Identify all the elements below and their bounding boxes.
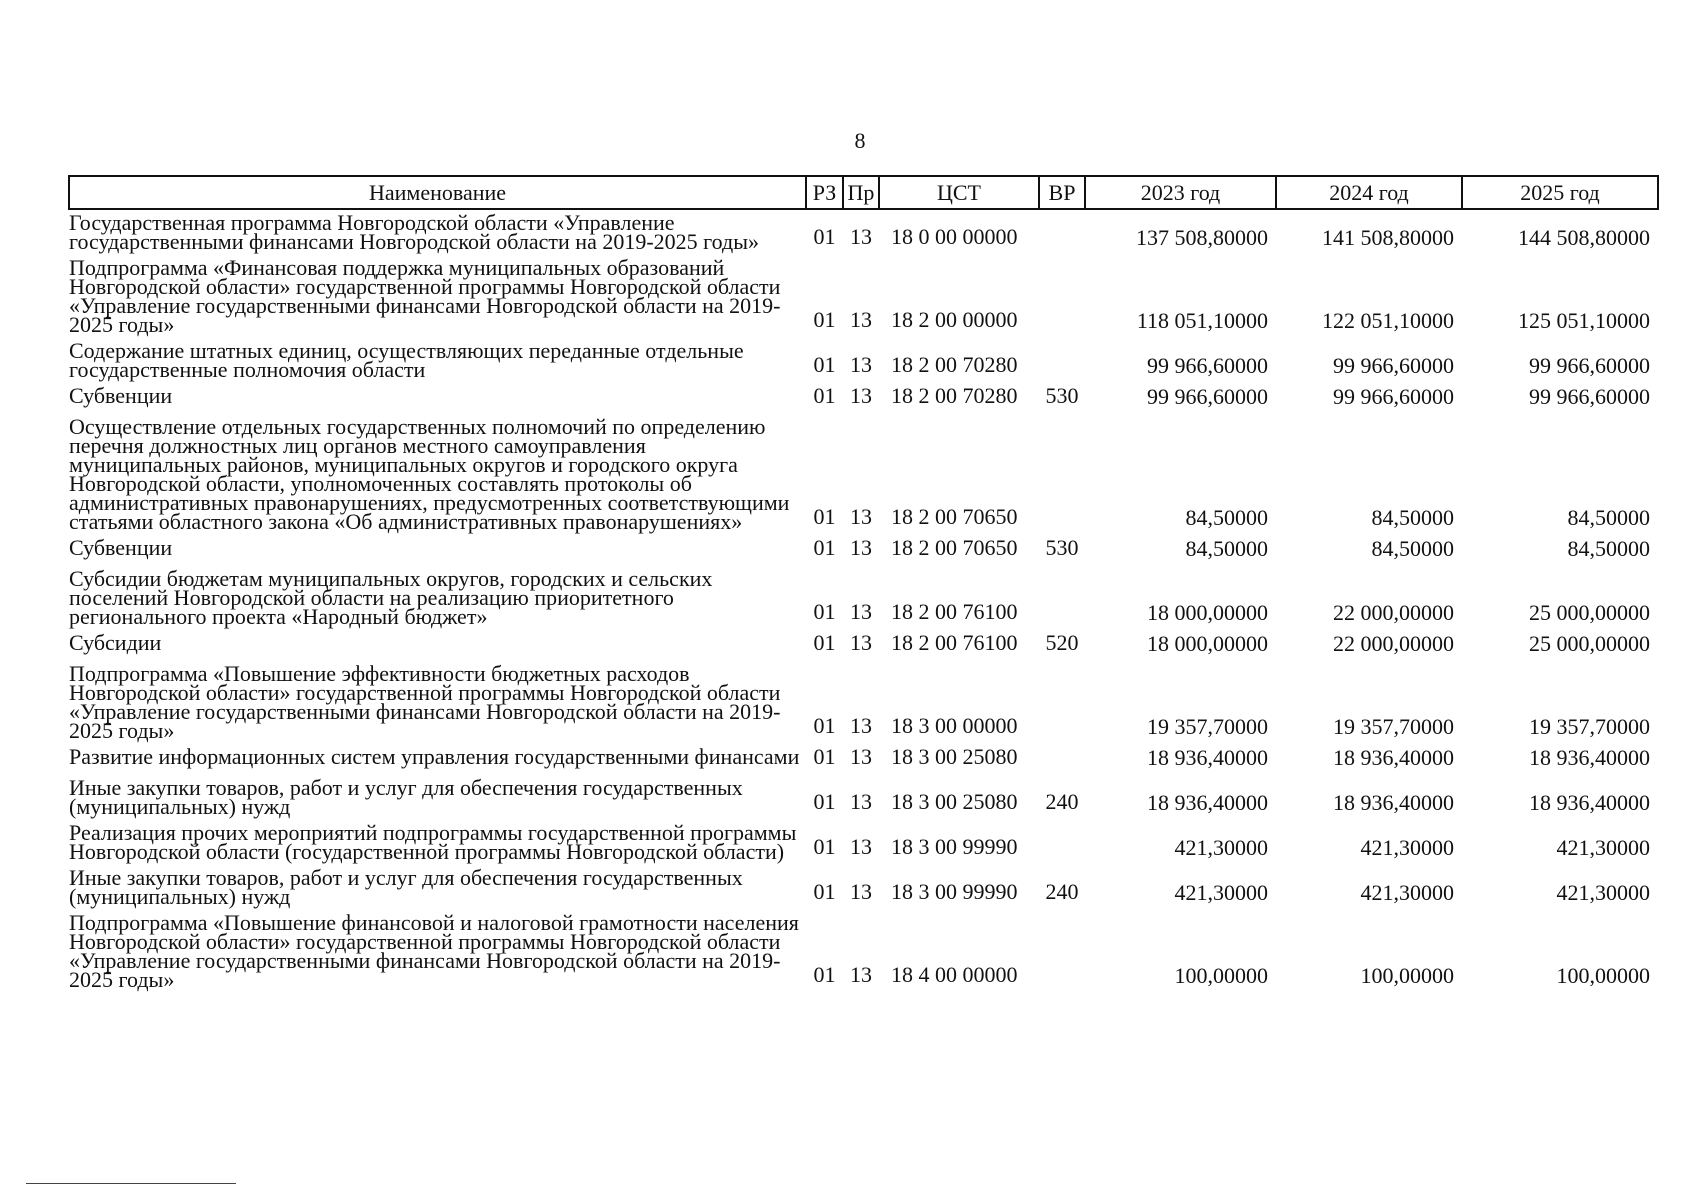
budget-table xyxy=(68,175,1659,993)
row-vr xyxy=(1039,338,1085,383)
row-pr: 13 xyxy=(850,535,872,560)
table-header xyxy=(69,176,1658,209)
row-vr xyxy=(1039,414,1085,535)
row-name: Осуществление отдельных государственных полномочий по определению перечня должностных лиц органов местного самоуправления муниципальных районов, муниципальных округов и городского округа Новгородской области, уполномоченных составлять протоколы об административных правонарушениях, предусмотренных соответствующими статьями областного закона «Об административных правонарушениях» xyxy=(69,414,790,534)
row-2025: 84,50000 xyxy=(1567,536,1650,561)
row-rz: 01 xyxy=(813,834,836,859)
row-2023: 421,30000 xyxy=(1174,835,1268,860)
row-pr: 13 xyxy=(850,307,872,332)
header-name: Наименование xyxy=(69,176,806,209)
row-2024: 99 966,60000 xyxy=(1333,384,1454,409)
row-2024: 22 000,00000 xyxy=(1333,600,1454,625)
row-cst: 18 3 00 25080 xyxy=(891,744,1018,769)
row-rz: 01 xyxy=(813,879,836,904)
row-2025: 18 936,40000 xyxy=(1529,745,1650,770)
row-2025: 99 966,60000 xyxy=(1529,353,1650,378)
row-2025: 125 051,10000 xyxy=(1518,308,1650,333)
header-2024: 2024 год xyxy=(1276,176,1462,209)
row-2025: 25 000,00000 xyxy=(1529,631,1650,656)
row-rz: 01 xyxy=(813,224,836,249)
header-rz: РЗ xyxy=(806,176,843,209)
row-pr: 13 xyxy=(850,744,872,769)
row-cst: 18 2 00 70280 xyxy=(891,383,1018,408)
row-cst: 18 2 00 70650 xyxy=(891,504,1018,529)
row-2024: 19 357,70000 xyxy=(1333,714,1454,739)
header-cst: ЦСТ xyxy=(879,176,1039,209)
row-vr: 240 xyxy=(1045,789,1079,814)
table-row xyxy=(69,535,1658,566)
row-2024: 100,00000 xyxy=(1360,963,1454,988)
table-row xyxy=(69,910,1658,993)
table-row xyxy=(69,630,1658,661)
row-2024: 122 051,10000 xyxy=(1322,308,1454,333)
row-name: Иные закупки товаров, работ и услуг для обеспечения государственных (муниципальных) нужд xyxy=(69,775,743,819)
table-row xyxy=(69,661,1658,744)
row-vr: 530 xyxy=(1045,383,1079,408)
footnote-divider xyxy=(26,1183,236,1184)
row-vr xyxy=(1039,566,1085,630)
row-2024: 421,30000 xyxy=(1360,880,1454,905)
row-vr: 520 xyxy=(1045,630,1079,655)
row-2023: 18 000,00000 xyxy=(1147,600,1268,625)
table-row xyxy=(69,209,1658,255)
row-2023: 118 051,10000 xyxy=(1136,308,1268,333)
row-vr xyxy=(1039,744,1085,775)
row-cst: 18 2 00 76100 xyxy=(891,630,1018,655)
row-rz: 01 xyxy=(813,352,836,377)
row-2023: 421,30000 xyxy=(1174,880,1268,905)
header-pr: Пр xyxy=(843,176,879,209)
row-2025: 18 936,40000 xyxy=(1529,790,1650,815)
row-name: Подпрограмма «Финансовая поддержка муниципальных образований Новгородской области» государственной программы Новгородской области «Управление государственными финансами Новгородской области на 2019-2025 годы» xyxy=(69,255,781,337)
row-rz: 01 xyxy=(813,599,836,624)
row-pr: 13 xyxy=(850,599,872,624)
row-name: Субвенции xyxy=(69,535,173,560)
row-pr: 13 xyxy=(850,224,872,249)
row-cst: 18 2 00 76100 xyxy=(891,599,1018,624)
row-cst: 18 2 00 70650 xyxy=(891,535,1018,560)
row-2024: 18 936,40000 xyxy=(1333,790,1454,815)
row-pr: 13 xyxy=(850,504,872,529)
row-2023: 18 000,00000 xyxy=(1147,631,1268,656)
row-rz: 01 xyxy=(813,535,836,560)
row-2023: 18 936,40000 xyxy=(1147,790,1268,815)
row-2025: 100,00000 xyxy=(1556,963,1650,988)
table-row xyxy=(69,744,1658,775)
row-name: Подпрограмма «Повышение финансовой и налоговой грамотности населения Новгородской области» государственной программы Новгородской области «Управление государственными финансами Новгородской области на 2019-2025 годы» xyxy=(69,910,799,992)
row-2023: 99 966,60000 xyxy=(1147,353,1268,378)
row-cst: 18 4 00 00000 xyxy=(891,962,1018,987)
row-2024: 22 000,00000 xyxy=(1333,631,1454,656)
row-pr: 13 xyxy=(850,352,872,377)
row-2025: 99 966,60000 xyxy=(1529,384,1650,409)
row-name: Государственная программа Новгородской области «Управление государственными финансами Новгородской области на 2019-2025 годы» xyxy=(69,210,759,254)
row-2024: 84,50000 xyxy=(1371,536,1454,561)
row-rz: 01 xyxy=(813,383,836,408)
header-2023: 2023 год xyxy=(1085,176,1276,209)
row-pr: 13 xyxy=(850,383,872,408)
row-cst: 18 2 00 70280 xyxy=(891,352,1018,377)
row-rz: 01 xyxy=(813,307,836,332)
row-name: Содержание штатных единиц, осуществляющих переданные отдельные государственные полномочия области xyxy=(69,338,744,382)
table-row xyxy=(69,566,1658,630)
row-2024: 84,50000 xyxy=(1371,505,1454,530)
row-cst: 18 0 00 00000 xyxy=(891,224,1018,249)
row-2024: 421,30000 xyxy=(1360,835,1454,860)
row-vr xyxy=(1039,910,1085,993)
table-row xyxy=(69,255,1658,338)
page-number: 8 xyxy=(854,128,866,153)
row-rz: 01 xyxy=(813,789,836,814)
row-cst: 18 3 00 99990 xyxy=(891,834,1018,859)
row-2025: 25 000,00000 xyxy=(1529,600,1650,625)
row-name: Субвенции xyxy=(69,383,173,408)
row-vr xyxy=(1039,661,1085,744)
row-2025: 421,30000 xyxy=(1556,880,1650,905)
row-pr: 13 xyxy=(850,962,872,987)
table-row xyxy=(69,338,1658,383)
row-rz: 01 xyxy=(813,504,836,529)
row-2023: 137 508,80000 xyxy=(1136,225,1268,250)
table-body xyxy=(69,209,1658,993)
table-row xyxy=(69,414,1658,535)
row-2024: 18 936,40000 xyxy=(1333,745,1454,770)
row-name: Реализация прочих мероприятий подпрограммы государственной программы Новгородской области (государственной программы Новгородской области) xyxy=(69,820,797,864)
row-2025: 84,50000 xyxy=(1567,505,1650,530)
row-2023: 84,50000 xyxy=(1185,536,1268,561)
table-row xyxy=(69,865,1658,910)
row-vr: 240 xyxy=(1045,879,1079,904)
row-cst: 18 3 00 25080 xyxy=(891,789,1018,814)
table-row xyxy=(69,820,1658,865)
row-name: Субсидии xyxy=(69,630,162,655)
table-row xyxy=(69,775,1658,820)
row-2023: 18 936,40000 xyxy=(1147,745,1268,770)
row-rz: 01 xyxy=(813,713,836,738)
row-pr: 13 xyxy=(850,630,872,655)
row-vr xyxy=(1039,255,1085,338)
table-row xyxy=(69,383,1658,414)
row-2025: 144 508,80000 xyxy=(1518,225,1650,250)
header-2025: 2025 год xyxy=(1462,176,1658,209)
row-2023: 100,00000 xyxy=(1174,963,1268,988)
row-pr: 13 xyxy=(850,713,872,738)
row-2024: 141 508,80000 xyxy=(1322,225,1454,250)
row-vr xyxy=(1039,820,1085,865)
row-vr xyxy=(1039,209,1085,255)
row-rz: 01 xyxy=(813,744,836,769)
row-rz: 01 xyxy=(813,630,836,655)
row-2023: 99 966,60000 xyxy=(1147,384,1268,409)
header-row xyxy=(69,176,1658,209)
row-cst: 18 2 00 00000 xyxy=(891,307,1018,332)
row-2023: 84,50000 xyxy=(1185,505,1268,530)
row-pr: 13 xyxy=(850,789,872,814)
row-rz: 01 xyxy=(813,962,836,987)
row-name: Субсидии бюджетам муниципальных округов, городских и сельских поселений Новгородской области на реализацию приоритетного регионального проекта «Народный бюджет» xyxy=(69,566,713,629)
row-pr: 13 xyxy=(850,834,872,859)
header-vr: ВР xyxy=(1039,176,1085,209)
row-2023: 19 357,70000 xyxy=(1147,714,1268,739)
row-cst: 18 3 00 99990 xyxy=(891,879,1018,904)
row-cst: 18 3 00 00000 xyxy=(891,713,1018,738)
row-pr: 13 xyxy=(850,879,872,904)
row-name: Развитие информационных систем управления государственными финансами xyxy=(69,744,800,769)
row-2025: 19 357,70000 xyxy=(1529,714,1650,739)
row-vr: 530 xyxy=(1045,535,1079,560)
row-name: Подпрограмма «Повышение эффективности бюджетных расходов Новгородской области» государственной программы Новгородской области «Управление государственными финансами Новгородской области на 2019-2025 годы» xyxy=(69,661,781,743)
row-name: Иные закупки товаров, работ и услуг для обеспечения государственных (муниципальных) нужд xyxy=(69,865,743,909)
row-2024: 99 966,60000 xyxy=(1333,353,1454,378)
row-2025: 421,30000 xyxy=(1556,835,1650,860)
